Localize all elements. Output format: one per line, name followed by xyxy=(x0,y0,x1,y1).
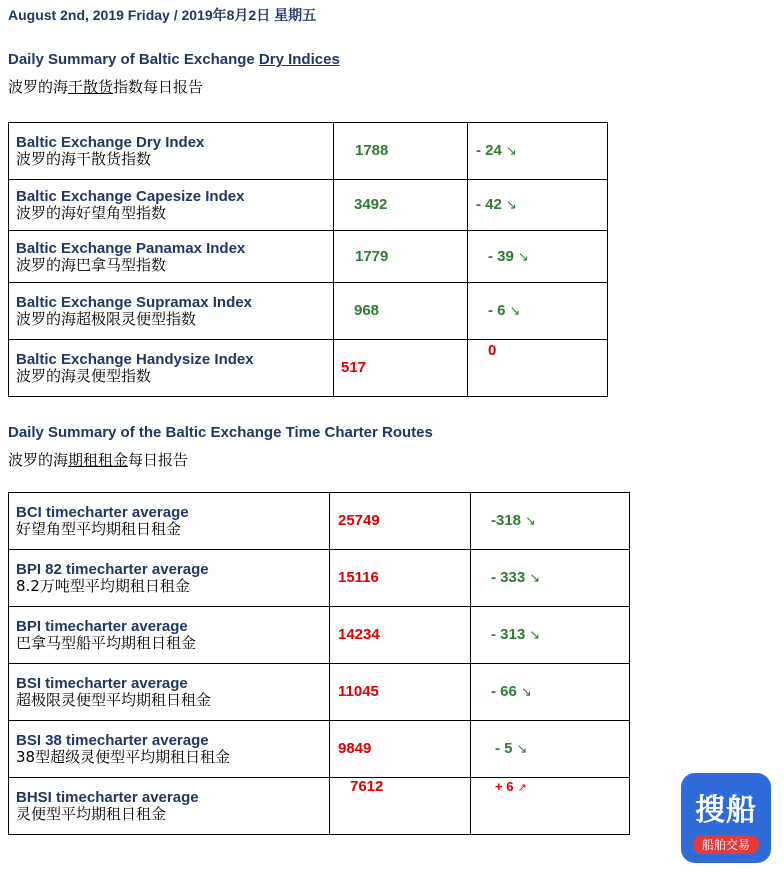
up-arrow-icon: ↗ xyxy=(517,782,527,794)
index-change: 0 xyxy=(488,342,497,359)
index-name-cell xyxy=(9,231,334,283)
dry-indices-title-zh xyxy=(8,76,203,97)
index-name-cell xyxy=(9,180,334,231)
route-name-zh: 灵便型平均期租日租金 xyxy=(16,805,167,823)
route-name-cell xyxy=(9,550,330,607)
table-row xyxy=(9,180,608,231)
route-name-cell xyxy=(9,607,330,664)
down-arrow-icon: ↘ xyxy=(516,741,528,756)
index-change: - 42 xyxy=(476,196,502,213)
route-name-cell xyxy=(9,778,330,835)
index-value: 1779 xyxy=(355,247,389,265)
index-name-en: Baltic Exchange Capesize Index xyxy=(16,188,245,205)
index-name-zh: 波罗的海干散货指数 xyxy=(16,150,152,168)
route-name-en: BSI timecharter average xyxy=(16,675,188,692)
dry-indices-title xyxy=(8,51,340,68)
dry-title-zh-underlined: 干散货 xyxy=(68,78,114,96)
index-value: 3492 xyxy=(354,196,388,213)
tc-title-zh-prefix: 波罗的海 xyxy=(8,451,69,469)
index-value-cell xyxy=(334,123,468,180)
down-arrow-icon: ↘ xyxy=(509,303,521,318)
down-arrow-icon: ↘ xyxy=(505,143,517,158)
route-value: 14234 xyxy=(338,626,380,643)
route-value: 25749 xyxy=(338,512,380,529)
index-change: - 6 xyxy=(488,302,506,319)
tc-title-zh-underlined: 期租租金 xyxy=(68,451,129,469)
index-name-zh: 波罗的海超极限灵便型指数 xyxy=(16,310,197,328)
route-value-cell xyxy=(330,550,471,607)
index-value: 517 xyxy=(341,359,367,376)
route-value: 15116 xyxy=(338,569,379,586)
route-name-cell xyxy=(9,493,330,550)
index-name-en: Baltic Exchange Panamax Index xyxy=(16,239,246,257)
down-arrow-icon: ↘ xyxy=(529,627,541,642)
index-name-zh: 波罗的海灵便型指数 xyxy=(16,367,152,385)
route-value-cell xyxy=(330,778,471,835)
index-value: 1788 xyxy=(355,142,389,159)
table-row xyxy=(9,778,630,835)
index-name-cell xyxy=(9,123,334,180)
route-change-cell xyxy=(471,550,630,607)
route-change: -318 xyxy=(491,512,522,529)
route-value-cell xyxy=(330,607,471,664)
index-name-en: Baltic Exchange Dry Index xyxy=(16,134,205,151)
route-name-zh: 好望角型平均期租日租金 xyxy=(16,520,182,538)
logo-sub-text: 船舶交易 xyxy=(693,835,759,854)
table-row xyxy=(9,231,608,283)
route-name-en: BHSI timecharter average xyxy=(16,789,199,806)
route-value: 11045 xyxy=(338,683,379,700)
route-change-cell xyxy=(471,607,630,664)
index-name-cell xyxy=(9,283,334,340)
dry-indices-link[interactable]: Dry Indices xyxy=(258,51,340,68)
route-change: - 5 xyxy=(495,740,513,757)
logo-main-text: 搜船 xyxy=(695,794,757,827)
down-arrow-icon: ↘ xyxy=(505,197,517,212)
index-name-en: Baltic Exchange Supramax Index xyxy=(16,294,252,311)
dry-title-prefix: Daily Summary of Baltic Exchange xyxy=(8,51,259,68)
route-name-zh: 超极限灵便型平均期租日租金 xyxy=(16,691,212,709)
index-value-cell xyxy=(334,231,468,283)
route-name-en: BPI 82 timecharter average xyxy=(16,561,209,578)
table-row xyxy=(9,550,630,607)
dry-title-zh-prefix: 波罗的海 xyxy=(8,78,69,96)
route-value: 7612 xyxy=(350,778,384,795)
table-row xyxy=(9,493,630,550)
index-name-zh: 波罗的海巴拿马型指数 xyxy=(16,255,167,274)
down-arrow-icon: ↘ xyxy=(520,684,532,699)
route-name-zh: 巴拿马型船平均期租日租金 xyxy=(16,634,197,652)
route-value-cell xyxy=(330,664,471,721)
dry-title-zh-suffix: 指数每日报告 xyxy=(113,78,204,96)
report-date: August 2nd, 2019 Friday / 2019年8月2日 星期五 xyxy=(8,7,317,23)
route-change-cell xyxy=(471,721,630,778)
dry-indices-table xyxy=(8,122,608,397)
route-name-cell xyxy=(9,664,330,721)
down-arrow-icon: ↘ xyxy=(525,513,536,528)
route-name-cell xyxy=(9,721,330,778)
route-change-cell xyxy=(471,493,630,550)
route-change: - 333 xyxy=(491,569,526,586)
route-change: + 6 xyxy=(495,779,514,794)
down-arrow-icon: ↘ xyxy=(529,570,541,585)
route-name-en: BPI timecharter average xyxy=(16,618,188,635)
route-value-cell xyxy=(330,493,471,550)
index-change-cell xyxy=(468,283,608,340)
table-row xyxy=(9,123,608,180)
index-value-cell xyxy=(334,340,468,397)
route-change: - 313 xyxy=(491,626,526,643)
index-name-cell xyxy=(9,340,334,397)
index-name-zh: 波罗的海好望角型指数 xyxy=(16,204,167,222)
table-row xyxy=(9,721,630,778)
route-value-cell xyxy=(330,721,471,778)
route-change: - 66 xyxy=(491,683,517,700)
table-row xyxy=(9,607,630,664)
time-charter-title: Daily Summary of the Baltic Exchange Time Charter Routes xyxy=(8,424,433,441)
route-name-en: BCI timecharter average xyxy=(16,504,189,521)
index-value-cell xyxy=(334,283,468,340)
route-name-zh: 38型超级灵便型平均期租日租金 xyxy=(16,748,231,766)
route-name-en: BSI 38 timecharter average xyxy=(16,732,209,749)
index-change-cell xyxy=(468,340,608,397)
index-value-cell xyxy=(334,180,468,231)
time-charter-title-zh xyxy=(8,449,188,470)
index-change: - 39 xyxy=(488,247,514,265)
route-change-cell xyxy=(471,664,630,721)
index-value: 968 xyxy=(354,302,380,319)
index-change-cell xyxy=(468,231,608,283)
time-charter-table xyxy=(8,492,630,835)
index-name-en: Baltic Exchange Handysize Index xyxy=(16,351,254,368)
down-arrow-icon: ↘ xyxy=(517,248,529,264)
route-change-cell xyxy=(471,778,630,835)
index-change-cell xyxy=(468,123,608,180)
tc-title-zh-suffix: 每日报告 xyxy=(128,451,189,469)
table-row xyxy=(9,664,630,721)
index-change: - 24 xyxy=(476,142,502,159)
table-row xyxy=(9,340,608,397)
table-row xyxy=(9,283,608,340)
route-value: 9849 xyxy=(338,740,372,757)
soucuan-logo[interactable] xyxy=(681,773,771,863)
route-name-zh: 8.2万吨型平均期租日租金 xyxy=(16,577,190,595)
index-change-cell xyxy=(468,180,608,231)
